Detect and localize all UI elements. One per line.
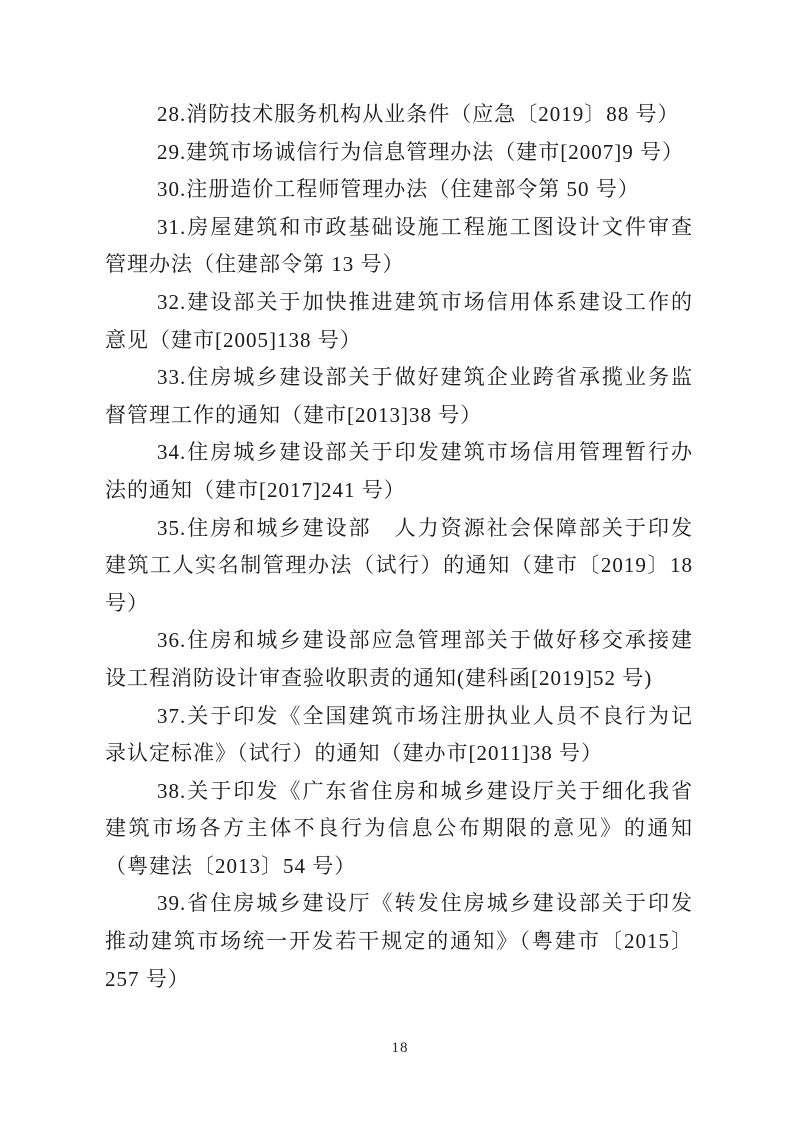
list-item-33 (105, 359, 693, 434)
document-text (105, 96, 693, 998)
list-item-29 (105, 134, 693, 172)
text-line: 设工程消防设计审查验收职责的通知(建科函[2019]52 号) (105, 665, 653, 690)
text-line: 35.住房和城乡建设部 人力资源社会保障部关于印发 (157, 515, 693, 540)
text-line: 建筑工人实名制管理办法（试行）的通知（建市〔2019〕18 (105, 553, 693, 578)
text-line: 意见（建市[2005]138 号） (105, 327, 362, 352)
text-line: 33.住房城乡建设部关于做好建筑企业跨省承揽业务监 (157, 365, 693, 390)
list-item-38 (105, 773, 693, 886)
text-line: 32.建设部关于加快推进建筑市场信用体系建设工作的 (157, 289, 693, 314)
text-line: 257 号） (105, 966, 190, 991)
text-line: 录认定标准》（试行）的通知（建办市[2011]38 号） (105, 741, 603, 766)
text-line: 号） (105, 590, 149, 615)
text-line: 34.住房城乡建设部关于印发建筑市场信用管理暂行办 (157, 440, 693, 465)
text-line: 督管理工作的通知（建市[2013]38 号） (105, 402, 483, 427)
text-line: 36.住房和城乡建设部应急管理部关于做好移交承接建 (157, 628, 693, 653)
list-item-30 (105, 171, 693, 209)
page-number: 18 (391, 1040, 409, 1056)
list-item-39 (105, 885, 693, 998)
text-line: 30.注册造价工程师管理办法（住建部令第 50 号） (157, 177, 640, 202)
text-line: 推动建筑市场统一开发若干规定的通知》（粤建市〔2015〕 (105, 929, 693, 954)
list-item-32 (105, 284, 693, 359)
text-line: 管理办法（住建部令第 13 号） (105, 252, 405, 277)
list-item-35 (105, 510, 693, 623)
list-item-31 (105, 209, 693, 284)
text-line: 39.省住房城乡建设厅《转发住房城乡建设部关于印发 (157, 891, 693, 916)
text-line: （粤建法〔2013〕54 号） (105, 853, 357, 878)
text-line: 28.消防技术服务机构从业条件（应急〔2019〕88 号） (157, 102, 680, 126)
list-item-36 (105, 622, 693, 697)
list-item-28 (105, 96, 693, 134)
text-line: 29.建筑市场诚信行为信息管理办法（建市[2007]9 号） (157, 139, 684, 164)
text-line: 建筑市场各方主体不良行为信息公布期限的意见》的通知 (105, 816, 693, 841)
text-line: 38.关于印发《广东省住房和城乡建设厅关于细化我省 (157, 778, 693, 803)
text-line: 37.关于印发《全国建筑市场注册执业人员不良行为记 (157, 703, 693, 728)
text-line: 31.房屋建筑和市政基础设施工程施工图设计文件审查 (157, 214, 693, 239)
text-line: 法的通知（建市[2017]241 号） (105, 477, 406, 502)
list-item-37 (105, 698, 693, 773)
list-item-34 (105, 434, 693, 509)
